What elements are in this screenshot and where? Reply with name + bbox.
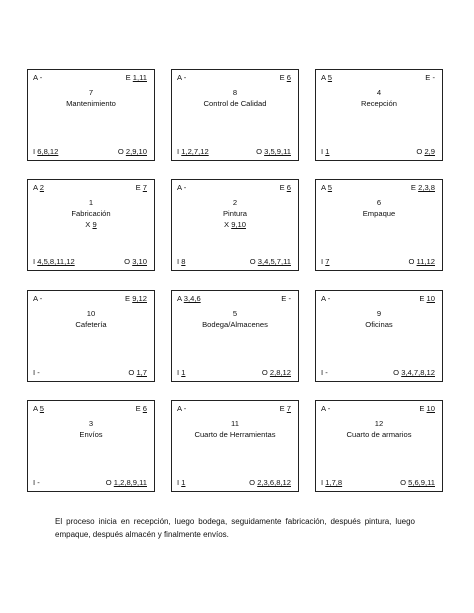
relation-e-value: 9,12	[132, 294, 147, 303]
department-number: 4	[376, 88, 382, 97]
relation-e	[136, 183, 147, 193]
department-info	[28, 308, 154, 330]
relation-i	[321, 368, 328, 378]
relation-o-label: O	[393, 368, 400, 377]
relation-a-label: A -	[177, 183, 187, 192]
relation-e-value: 2,3,8	[418, 183, 435, 192]
department-card	[27, 290, 155, 382]
department-number: 6	[376, 198, 382, 207]
relation-e-value: 7	[286, 404, 291, 413]
department-number: 8	[232, 88, 238, 97]
relation-a-label: A -	[177, 404, 187, 413]
relation-e	[280, 183, 291, 193]
department-name: Oficinas	[365, 320, 393, 329]
relation-i-label: I -	[321, 368, 328, 377]
relation-a-value: 5	[327, 183, 333, 192]
relation-a	[321, 294, 330, 304]
relation-i-value: 1,7,8	[325, 478, 343, 487]
department-card	[315, 290, 443, 382]
department-number: 3	[88, 419, 94, 428]
relation-o-label: O	[128, 368, 135, 377]
relation-o	[128, 368, 147, 378]
department-name: Cuarto de Herramientas	[194, 430, 276, 439]
department-card	[315, 69, 443, 161]
relation-a	[177, 294, 201, 304]
relation-o-label: O	[400, 478, 406, 487]
relation-i-value: 1,2,7,12	[181, 147, 209, 156]
department-card	[171, 400, 299, 492]
relation-e-value: 6	[286, 73, 291, 82]
relation-i-label: I	[321, 478, 324, 487]
relation-o	[256, 147, 291, 157]
relation-i	[177, 257, 185, 267]
relation-a-value: 3,4,6	[183, 294, 201, 303]
relation-e-label: E	[419, 294, 425, 303]
relation-o-value: 2,9,10	[125, 147, 147, 156]
relation-o-value: 1,7	[136, 368, 147, 377]
department-name: Recepción	[361, 99, 397, 108]
department-card	[27, 179, 155, 271]
department-name: Bodega/Almacenes	[202, 320, 268, 329]
relation-e-value: 7	[142, 183, 147, 192]
relation-i-label: I	[321, 147, 324, 156]
relation-i-label: I	[321, 257, 324, 266]
relation-x-label: X	[224, 220, 230, 229]
relation-e-label: E -	[281, 294, 291, 303]
relation-a	[177, 404, 186, 414]
department-card	[27, 69, 155, 161]
relation-a-value: 2	[39, 183, 45, 192]
relation-e	[281, 294, 291, 304]
department-info	[28, 197, 154, 230]
department-info	[172, 308, 298, 330]
department-info	[172, 418, 298, 440]
relation-e	[419, 294, 435, 304]
relation-i-label: I	[177, 478, 180, 487]
relation-o-value: 2,8,12	[269, 368, 291, 377]
relation-a	[321, 404, 330, 414]
relation-o-value: 2,9	[424, 147, 435, 156]
relation-o-label: O	[249, 478, 256, 487]
relation-a-label: A	[321, 73, 326, 82]
relation-e	[411, 183, 435, 193]
relation-o	[249, 478, 291, 488]
relation-o-value: 1,2,8,9,11	[113, 478, 147, 487]
relation-o-value: 3,10	[132, 257, 147, 266]
department-info	[316, 308, 442, 330]
relation-e-label: E	[125, 294, 131, 303]
relation-o	[416, 147, 435, 157]
relation-e	[280, 404, 291, 414]
relation-a	[321, 73, 332, 83]
relation-a-label: A -	[321, 404, 331, 413]
relation-o-value: 2,3,6,8,12	[257, 478, 291, 487]
relation-o	[262, 368, 291, 378]
relation-a-label: A	[33, 183, 38, 192]
relation-i-value: 6,8,12	[37, 147, 59, 156]
relation-e-value: 10	[426, 294, 435, 303]
relation-e-label: E	[419, 404, 425, 413]
department-name: Cafetería	[75, 320, 107, 329]
relation-o-value: 3,5,9,11	[264, 147, 291, 156]
department-card	[171, 290, 299, 382]
relation-o	[393, 368, 435, 378]
department-info	[28, 87, 154, 109]
relation-a-value: 5	[39, 404, 45, 413]
relation-e-value: 6	[142, 404, 147, 413]
relation-i	[321, 147, 329, 157]
relation-i-value: 1	[325, 147, 330, 156]
relation-e	[125, 294, 147, 304]
relation-e-label: E	[135, 183, 141, 192]
relation-a-label: A -	[321, 294, 331, 303]
relation-e-value: 10	[426, 404, 435, 413]
relation-o	[400, 478, 435, 488]
relation-i-label: I -	[33, 368, 40, 377]
department-card	[315, 179, 443, 271]
relation-i-value: 4,5,8,11,12	[37, 257, 75, 266]
relation-i	[33, 368, 40, 378]
relation-o	[250, 257, 291, 267]
relation-o-label: O	[256, 147, 262, 156]
department-name: Control de Calidad	[203, 99, 267, 108]
relation-a-label: A	[177, 294, 182, 303]
department-card	[171, 179, 299, 271]
relation-e-label: E	[279, 73, 285, 82]
relation-i-label: I	[177, 257, 180, 266]
department-number: 11	[231, 419, 239, 428]
relation-i	[177, 147, 209, 157]
relation-o-label: O	[124, 257, 131, 266]
relation-i-label: I	[33, 257, 36, 266]
department-name: Mantenimiento	[66, 99, 116, 108]
relation-o	[124, 257, 147, 267]
relation-a-label: A	[321, 183, 326, 192]
relation-a-label: A -	[33, 294, 43, 303]
relation-o	[118, 147, 147, 157]
relation-e-label: E	[410, 183, 416, 192]
relation-o-label: O	[408, 257, 415, 266]
relation-x-label: X	[85, 220, 91, 229]
relation-o-label: O	[249, 257, 256, 266]
relation-a	[33, 404, 44, 414]
department-number: 10	[86, 309, 96, 318]
relation-e-label: E	[279, 183, 285, 192]
relation-a	[33, 73, 42, 83]
relation-a	[177, 73, 186, 83]
department-number: 9	[376, 309, 382, 318]
relation-a-label: A	[33, 404, 38, 413]
relation-o-label: O	[117, 147, 124, 156]
relation-a-label: A -	[177, 73, 187, 82]
department-number: 5	[232, 309, 238, 318]
relation-a	[33, 294, 42, 304]
department-name: Empaque	[362, 209, 396, 218]
relation-a	[321, 183, 332, 193]
relation-e	[425, 73, 435, 83]
relation-e	[126, 73, 147, 83]
relation-o-label: O	[105, 478, 112, 487]
department-name: Envíos	[79, 430, 103, 439]
relation-i-label: I	[33, 147, 36, 156]
relation-o-value: 11,12	[416, 257, 435, 266]
department-card	[27, 400, 155, 492]
relation-i-label: I	[177, 147, 180, 156]
department-name: Cuarto de armarios	[346, 430, 412, 439]
relation-i	[33, 147, 58, 157]
relation-e-label: E	[135, 404, 141, 413]
department-number: 12	[374, 419, 384, 428]
relation-o-value: 3,4,7,8,12	[401, 368, 435, 377]
relation-a	[33, 183, 44, 193]
relation-i-value: 7	[325, 257, 330, 266]
relation-o-value: 3,4,5,7,11	[257, 257, 291, 266]
process-description: El proceso inicia en recepción, luego bodega, seguidamente fabricación, después pintura, luego empaque, después almacén y finalmente envíos.	[55, 517, 415, 539]
relation-o-label: O	[416, 147, 423, 156]
relation-e	[419, 404, 435, 414]
relation-x	[172, 219, 298, 230]
relation-i-value: 1	[181, 478, 186, 487]
department-info	[316, 87, 442, 109]
department-name: Pintura	[222, 209, 248, 218]
relation-i	[321, 478, 342, 488]
relation-e	[280, 73, 291, 83]
relation-i	[33, 478, 40, 488]
relation-o-value: 5,6,9,11	[408, 478, 435, 487]
department-name: Fabricación	[71, 209, 111, 218]
relation-i-label: I -	[33, 478, 40, 487]
relation-e-label: E	[125, 73, 131, 82]
relation-i-value: 8	[181, 257, 186, 266]
department-card	[171, 69, 299, 161]
department-info	[172, 87, 298, 109]
department-card	[315, 400, 443, 492]
relation-o-label: O	[261, 368, 268, 377]
relation-e	[136, 404, 147, 414]
department-info	[172, 197, 298, 230]
department-info	[316, 418, 442, 440]
relation-e-label: E	[279, 404, 285, 413]
department-info	[28, 418, 154, 440]
relation-e-value: 1,11	[132, 73, 147, 82]
relation-x	[28, 219, 154, 230]
relation-i	[177, 368, 185, 378]
department-number: 1	[88, 198, 94, 207]
relation-o	[409, 257, 436, 267]
relation-i-value: 1	[181, 368, 186, 377]
relation-x-value: 9	[92, 220, 97, 229]
relation-a-value: 5	[327, 73, 333, 82]
relation-e-value: 6	[286, 183, 291, 192]
relation-x-value: 9,10	[231, 220, 246, 229]
relation-i	[321, 257, 329, 267]
relation-i	[177, 478, 185, 488]
department-number: 2	[232, 198, 238, 207]
department-number: 7	[88, 88, 94, 97]
relation-i-label: I	[177, 368, 180, 377]
relation-e-label: E -	[425, 73, 435, 82]
relation-a	[177, 183, 186, 193]
relation-o	[106, 478, 147, 488]
department-info	[316, 197, 442, 219]
relation-i	[33, 257, 75, 267]
relation-a-label: A -	[33, 73, 43, 82]
